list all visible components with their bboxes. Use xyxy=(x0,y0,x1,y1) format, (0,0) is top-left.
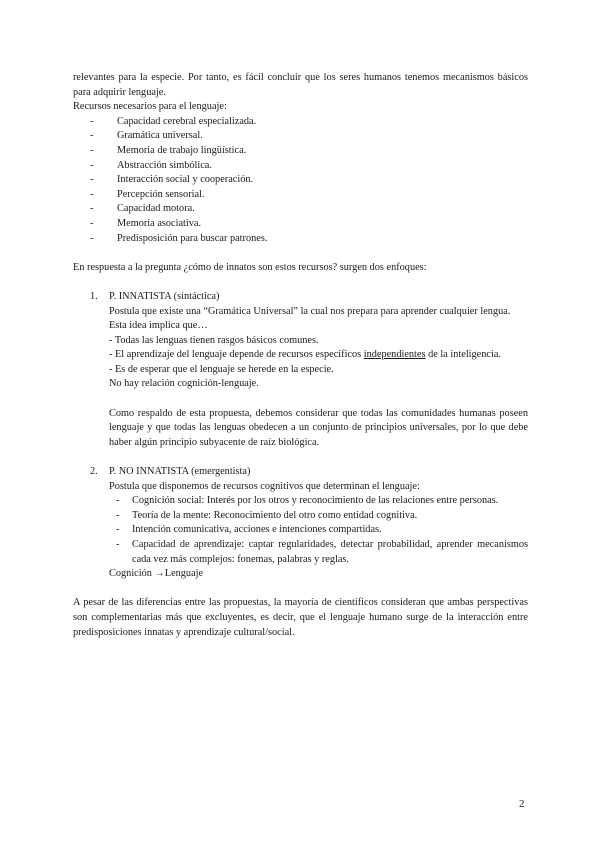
section-number: 1. xyxy=(90,290,98,302)
text-run: - El aprendizaje del lenguaje depende de recursos específicos xyxy=(109,349,364,361)
list-item: - Percepción sensorial. xyxy=(73,188,528,203)
underlined-text: independientes xyxy=(363,349,426,361)
section-paragraph: Postula que disponemos de recursos cognitivos que determinan el lenguaje: xyxy=(109,480,420,492)
text-run: de la inteligencia. xyxy=(425,349,501,361)
closing-paragraph: A pesar de las diferencias entre las propuestas, la mayoría de científicos consideran que ambas perspectivas son complementarias más que excluyentes, es decir, que el lenguaje humano surge de la interacción entre predisposiciones innatas y aprendizaje cultural/social. xyxy=(73,597,528,638)
list-item: - Capacidad cerebral especializada. xyxy=(73,115,528,130)
section-title: P. NO INNATISTA (emergentista) xyxy=(109,466,251,478)
section-no-innatista xyxy=(73,465,528,582)
list-item: - Interacción social y cooperación. xyxy=(73,173,528,188)
section-paragraph: Como respaldo de esta propuesta, debemos considerar que todas las comunidades humanas poseen lenguaje y que todas las lenguas obedecen a un conjunto de principios universales, por lo que debe haber algún principio subyacente de raíz biológica. xyxy=(109,407,528,448)
section-paragraph: Postula que existe una “Gramática Universal” la cual nos prepara para aprender cualquier lengua. xyxy=(109,305,511,317)
list-item: - Intención comunicativa, acciones e intenciones compartidas. xyxy=(109,523,528,538)
list-item: - Memoria de trabajo lingüística. xyxy=(73,144,528,159)
section-number: 2. xyxy=(90,466,98,478)
question-paragraph: En respuesta a la pregunta ¿cómo de innatos son estos recursos? surgen dos enfoques: xyxy=(73,261,427,273)
section-title: P. INNATISTA (sintáctica) xyxy=(109,290,220,302)
list-item: - Capacidad de aprendizaje: captar regularidades, detectar probabilidad, aprender mecanismos cada vez más complejos: fonemas, palabras y reglas. xyxy=(109,538,528,567)
list-item: - Gramática universal. xyxy=(73,129,528,144)
section-conclusion: Cognición →Lenguaje xyxy=(109,568,204,580)
section-bullet: - Todas las lenguas tienen rasgos básicos comunes. xyxy=(109,334,319,346)
section-bullet: - Es de esperar que el lenguaje se herede en la especie. xyxy=(109,363,334,375)
page-number: 2 xyxy=(519,798,525,810)
list-item: - Cognición social: Interés por los otros y reconocimiento de las relaciones entre personas. xyxy=(109,494,528,509)
list-item: - Abstracción simbólica. xyxy=(73,159,528,174)
section-paragraph: Esta idea implica que… xyxy=(109,320,208,332)
section-bullet: No hay relación cognición-lenguaje. xyxy=(109,378,259,390)
list-item: - Predisposición para buscar patrones. xyxy=(73,232,528,247)
document-page xyxy=(73,71,528,640)
section-innatista xyxy=(73,290,528,451)
resources-heading: Recursos necesarios para el lenguaje: xyxy=(73,101,227,113)
cognitive-resources-list xyxy=(109,494,528,567)
resources-list xyxy=(73,115,528,246)
section-bullet xyxy=(109,348,528,363)
list-item: - Teoría de la mente: Reconocimiento del otro como entidad cognitiva. xyxy=(109,509,528,524)
list-item: - Memoria asociativa. xyxy=(73,217,528,232)
list-item: - Capacidad motora. xyxy=(73,202,528,217)
intro-paragraph: relevantes para la especie. Por tanto, es fácil concluir que los seres humanos tenemos mecanismos básicos para adquirir lenguaje. xyxy=(73,72,528,98)
